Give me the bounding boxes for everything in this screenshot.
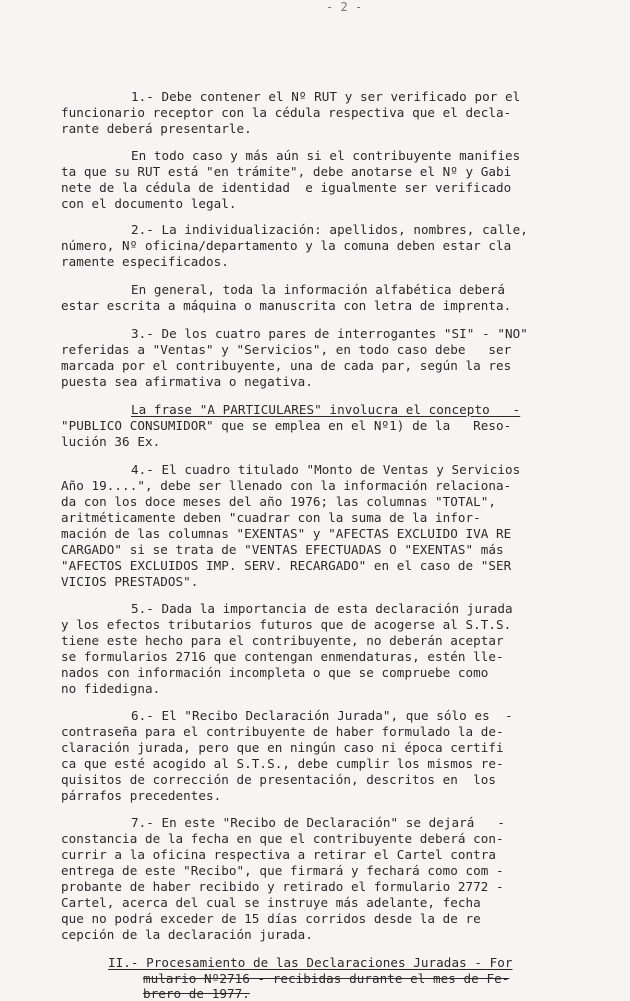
text-line: mación de las columnas "EXENTAS" y "AFECTAS EXCLUIDO IVA RE — [61, 526, 512, 541]
text-line: "PUBLICO CONSUMIDOR" que se emplea en el Nº1) de la Reso- — [61, 418, 512, 433]
text-line: 3.- De los cuatro pares de interrogantes "SI" - "NO" — [131, 326, 528, 341]
text-line: número, Nº oficina/departamento y la comuna deben estar cla — [61, 238, 512, 253]
text-line: brero de 1977. — [143, 986, 250, 1001]
text-line: 4.- El cuadro titulado "Monto de Ventas y Servicios — [131, 462, 521, 477]
text-line: CARGADO" si se trata de "VENTAS EFECTUADAS O "EXENTAS" más — [61, 542, 504, 557]
text-line: ta que su RUT está "en trámite", debe anotarse el Nº y Gabi — [61, 164, 512, 179]
text-line: funcionario receptor con la cédula respectiva que el decla- — [61, 105, 512, 120]
text-line: 1.- Debe contener el Nº RUT y ser verificado por el — [131, 89, 521, 104]
text-line: que no podrá exceder de 15 días corridos desde la de re — [61, 911, 481, 926]
text-line: se formularios 2716 que contengan enmendaturas, estén lle- — [61, 649, 504, 664]
text-line: 6.- El "Recibo Declaración Jurada", que sólo es - — [131, 708, 513, 723]
text-line: lución 36 Ex. — [61, 434, 161, 449]
text-line: En todo caso y más aún si el contribuyente manifies — [131, 148, 521, 163]
text-line: entrega de este "Recibo", que firmará y fechará como com - — [61, 863, 504, 878]
text-line: ca que esté acogido al S.T.S., debe cumplir los mismos re- — [61, 756, 504, 771]
text-line: aritméticamente deben "cuadrar con la suma de la infor- — [61, 510, 481, 525]
text-line: quisitos de corrección de presentación, descritos en los — [61, 772, 497, 787]
text-line: ramente especificados. — [61, 254, 229, 269]
text-line: Año 19....", debe ser llenado con la información relaciona- — [61, 478, 512, 493]
text-line: tiene este hecho para el contribuyente, no deberán aceptar — [61, 633, 504, 648]
text-line: no fidedigna. — [61, 681, 161, 696]
text-line: 2.- La individualización: apellidos, nombres, calle, — [131, 222, 528, 237]
text-line: Cartel, acerca del cual se instruye más adelante, fecha — [61, 895, 481, 910]
text-line: 5.- Dada la importancia de esta declaración jurada — [131, 601, 513, 616]
text-line: nete de la cédula de identidad e igualmente ser verificado — [61, 180, 512, 195]
text-line: estar escrita a máquina o manuscrita con letra de imprenta. — [61, 298, 512, 313]
text-line: nados con información incompleta o que se compruebe como — [61, 665, 489, 680]
text-line: La frase "A PARTICULARES" involucra el concepto - — [131, 402, 521, 417]
text-line: mulario Nº2716 - recibidas durante el mes de Fe- — [143, 971, 510, 986]
text-line: marcada por el contribuyente, una de cada par, según la res — [61, 358, 512, 373]
text-line: contraseña para el contribuyente de haber formulado la de- — [61, 724, 504, 739]
text-line: constancia de la fecha en que el contribuyente deberá con- — [61, 831, 504, 846]
text-line: párrafos precedentes. — [61, 788, 222, 803]
text-line: cepción de la declaración jurada. — [61, 927, 313, 942]
text-line: II.- Procesamiento de las Declaraciones Juradas - For — [108, 955, 513, 970]
text-line: puesta sea afirmativa o negativa. — [61, 374, 313, 389]
text-line: "AFECTOS EXCLUIDOS IMP. SERV. RECARGADO" en el caso de "SER — [61, 558, 512, 573]
text-line: probante de haber recibido y retirado el formulario 2772 - — [61, 879, 504, 894]
text-line: VICIOS PRESTADOS". — [61, 574, 199, 589]
text-line: rante deberá presentarle. — [61, 121, 252, 136]
page-number: - 2 - — [326, 0, 363, 14]
text-line: 7.- En este "Recibo de Declaración" se dejará - — [131, 815, 505, 830]
text-line: referidas a "Ventas" y "Servicios", en todo caso debe ser — [61, 342, 512, 357]
text-line: currir a la oficina respectiva a retirar el Cartel contra — [61, 847, 497, 862]
text-line: claración jurada, pero que en ningún caso ni época certifi — [61, 740, 504, 755]
text-line: con el documento legal. — [61, 196, 237, 211]
text-line: y los efectos tributarios futuros que de acogerse al S.T.S. — [61, 617, 512, 632]
text-line: da con los doce meses del año 1976; las columnas "TOTAL", — [61, 494, 497, 509]
text-line: En general, toda la información alfabética deberá — [131, 282, 505, 297]
